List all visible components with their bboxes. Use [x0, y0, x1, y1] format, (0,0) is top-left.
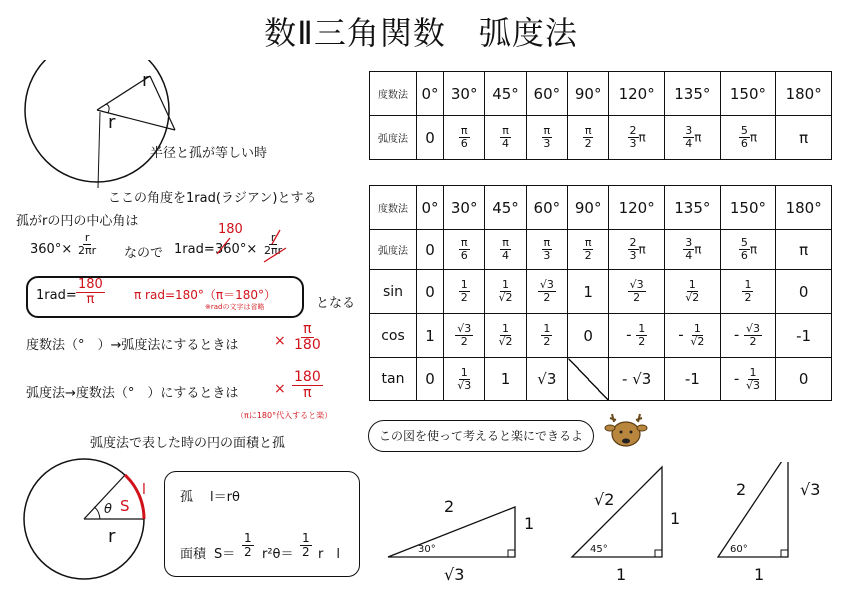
radian-cell: $\frac{5}{6}$ π: [720, 116, 776, 160]
radian-cell: π: [776, 116, 832, 160]
conversion-table: [369, 71, 832, 160]
half-fraction-2: $\frac{1}{2}$: [302, 531, 310, 559]
eq-fraction-1: $\frac{r}{2\pi r}$: [78, 231, 97, 257]
degree-cell: 180°: [776, 72, 832, 116]
half-fraction-1: $\frac{1}{2}$: [244, 531, 252, 559]
cos-value-cell: 1: [417, 314, 444, 358]
fraction: $\frac{2}{3}$: [629, 236, 637, 262]
tri60-opp: √3: [800, 480, 821, 499]
radian-cell: $\frac{2}{3}$ π: [609, 116, 665, 160]
radian-cell: [444, 116, 485, 160]
radian-cell: π: [776, 230, 832, 270]
fraction: $\frac{1}{2}$: [460, 278, 468, 304]
sin-value-cell: [444, 270, 485, 314]
radian-cell: $\frac{3}{4}$ π: [664, 116, 720, 160]
row-label-degree: 度数法: [370, 186, 417, 230]
eq-fraction-2: $\frac{r}{2\pi r}$: [264, 231, 283, 257]
degree-cell: 150°: [720, 186, 776, 230]
arc-equation: l＝rθ: [210, 490, 240, 505]
fraction: $\frac{√3}{2}$: [457, 322, 472, 348]
r2-theta: r²θ＝: [262, 547, 294, 562]
radian-definition: ここの角度を1rad(ラジアン)とする: [108, 191, 317, 206]
result-1rad: 1rad=: [36, 288, 77, 303]
radian-cell: [568, 230, 609, 270]
sector-circle-diagram: [10, 455, 170, 595]
tan-value-cell: - √3: [609, 358, 665, 401]
radian-cell: $\frac{5}{6}$ π: [720, 230, 776, 270]
radius-r-label: r: [108, 526, 116, 547]
fraction: $\frac{\pi}{6}$: [460, 124, 468, 150]
tri30-opp: 1: [524, 514, 535, 533]
tri60-hyp: 2: [736, 480, 747, 499]
fraction: $\frac{√3}{2}$: [539, 278, 554, 304]
tri30-hyp: 2: [444, 497, 455, 516]
degree-cell: 135°: [664, 186, 720, 230]
fraction: $\frac{3}{4}$: [685, 124, 693, 150]
result-tail: となる: [316, 296, 356, 311]
fraction: $\frac{1}{√2}$: [685, 278, 700, 304]
fraction: $\frac{\pi}{3}$: [543, 236, 551, 262]
fraction: $\frac{5}{6}$: [740, 124, 748, 150]
radian-cell: 0: [417, 116, 444, 160]
cos-value-cell: [664, 314, 720, 358]
cos-value-cell: [720, 314, 776, 358]
eq-180-over: 180: [218, 222, 243, 237]
tri45-adj: 1: [616, 565, 627, 584]
tri60-adj: 1: [754, 565, 765, 584]
radian-cell: [526, 230, 567, 270]
degree-cell: 30°: [444, 186, 485, 230]
sin-value-cell: 0: [417, 270, 444, 314]
degree-cell: 45°: [485, 72, 526, 116]
result-pi-rad: π rad=180°（π＝180°）: [134, 288, 277, 302]
degree-cell: 135°: [664, 72, 720, 116]
fraction: $\frac{1}{2}$: [638, 322, 646, 348]
row-label-radian: 弧度法: [370, 230, 417, 270]
sin-value-cell: [720, 270, 776, 314]
equal-arc-caption: 半径と孤が等しい時: [150, 146, 268, 161]
strike-mark: [212, 236, 242, 256]
sin-value-cell: 1: [568, 270, 609, 314]
rad-to-deg-fraction: $\frac{180}{\pi}$: [294, 369, 321, 401]
degree-cell: 45°: [485, 186, 526, 230]
rad-to-deg-note: （πに180°代入すると楽）: [236, 411, 333, 420]
tri45-opp: 1: [670, 509, 681, 528]
fraction: $\frac{\pi}{4}$: [502, 236, 510, 262]
tri30-adj: √3: [444, 565, 465, 584]
radian-cell: [526, 116, 567, 160]
page-title: 数Ⅱ三角関数 弧度法: [264, 14, 578, 52]
sin-value-cell: [664, 270, 720, 314]
minus-sign: -: [678, 326, 689, 344]
sector-s-label: S: [120, 497, 130, 515]
cos-value-cell: [526, 314, 567, 358]
degree-cell: 120°: [609, 72, 665, 116]
sin-value-cell: [485, 270, 526, 314]
radian-circle-diagram: [10, 60, 200, 190]
area-heading: 弧度法で表した時の円の面積と孤: [90, 436, 286, 451]
r-l: r l: [318, 547, 340, 562]
derivation-intro: 孤がrの円の中心角は: [16, 214, 139, 229]
tan-value-cell: 0: [776, 358, 832, 401]
fraction: $\frac{\pi}{3}$: [543, 124, 551, 150]
fraction: $\frac{\pi}{2}$: [584, 236, 592, 262]
tan-value-cell: [720, 358, 776, 401]
radian-cell: [444, 230, 485, 270]
fraction: $\frac{2}{3}$: [629, 124, 637, 150]
radian-cell: $\frac{3}{4}$ π: [664, 230, 720, 270]
radian-cell: 0: [417, 230, 444, 270]
degree-cell: 0°: [417, 186, 444, 230]
degree-cell: 150°: [720, 72, 776, 116]
degree-cell: 90°: [568, 72, 609, 116]
radius-label-inner: r: [108, 112, 116, 133]
arc-label: 孤: [180, 490, 194, 505]
eq-1rad: 1rad=: [174, 242, 215, 257]
radian-cell: $\frac{2}{3}$ π: [609, 230, 665, 270]
fraction: $\frac{√3}{2}$: [629, 278, 644, 304]
minus-sign: -: [733, 326, 745, 344]
tan-value-cell: 1: [485, 358, 526, 401]
cos-value-cell: -1: [776, 314, 832, 358]
degree-cell: 120°: [609, 186, 665, 230]
fraction: $\frac{1}{√3}$: [457, 365, 472, 392]
fraction: $\frac{1}{√2}$: [498, 322, 513, 348]
fraction: $\frac{1}{2}$: [543, 322, 551, 348]
cos-value-cell: [609, 314, 665, 358]
sin-value-cell: 0: [776, 270, 832, 314]
degree-cell: 30°: [444, 72, 485, 116]
area-s: S＝: [214, 547, 236, 562]
fraction: $\frac{\pi}{4}$: [502, 124, 510, 150]
sin-value-cell: [609, 270, 665, 314]
fraction: $\frac{√3}{2}$: [746, 322, 761, 348]
sin-value-cell: [526, 270, 567, 314]
cos-value-cell: 0: [568, 314, 609, 358]
eq-360: 360°×: [30, 242, 73, 257]
result-note: ※radの文字は省略: [205, 303, 265, 311]
theta-label: θ: [104, 502, 112, 517]
tan-value-cell: -1: [664, 358, 720, 401]
trig-value-table: [369, 185, 832, 401]
fraction: $\frac{5}{6}$: [740, 236, 748, 262]
area-label: 面積: [180, 547, 207, 562]
radian-cell: [485, 230, 526, 270]
arc-l-label: l: [142, 482, 146, 498]
tan-value-cell: [444, 358, 485, 401]
fraction: $\frac{1}{√2}$: [498, 278, 513, 304]
tan-value-cell: [568, 358, 609, 401]
deer-icon: [604, 410, 648, 450]
row-label-tan: tan: [370, 358, 417, 401]
minus-sign: -: [733, 369, 745, 388]
radian-cell: [568, 116, 609, 160]
deg-to-rad-op: ×: [274, 333, 286, 349]
fraction: $\frac{\pi}{6}$: [460, 236, 468, 262]
radius-label-outer: r: [142, 70, 150, 91]
degree-cell: 60°: [526, 72, 567, 116]
rad-to-deg-label: 弧度法→度数法（° ）にするときは: [26, 386, 239, 401]
degree-cell: 0°: [417, 72, 444, 116]
row-label-radian: 弧度法: [370, 116, 417, 160]
tri45-angle: 45°: [590, 544, 608, 555]
cos-value-cell: [485, 314, 526, 358]
fraction: $\frac{1}{2}$: [744, 278, 752, 304]
row-label-sin: sin: [370, 270, 417, 314]
tri45-hyp: √2: [594, 490, 615, 509]
degree-cell: 60°: [526, 186, 567, 230]
result-fraction: $\frac{180}{\pi}$: [78, 277, 103, 307]
tan-value-cell: √3: [526, 358, 567, 401]
fraction: $\frac{3}{4}$: [685, 236, 693, 262]
nanode-text: なので: [124, 246, 164, 261]
degree-cell: 180°: [776, 186, 832, 230]
cancel-marks: [258, 226, 298, 266]
tri60-angle: 60°: [730, 544, 748, 555]
deg-to-rad-fraction: $\frac{\pi}{180}$: [294, 321, 321, 353]
cos-value-cell: [444, 314, 485, 358]
minus-sign: -: [626, 326, 637, 344]
tri30-angle: 30°: [418, 544, 436, 555]
hint-bubble: この図を使って考えると楽にできるよ: [368, 420, 594, 452]
row-label-cos: cos: [370, 314, 417, 358]
row-label-degree: 度数法: [370, 72, 417, 116]
degree-cell: 90°: [568, 186, 609, 230]
fraction: $\frac{\pi}{2}$: [584, 124, 592, 150]
deg-to-rad-label: 度数法（° ）→弧度法にするときは: [26, 338, 239, 353]
fraction: $\frac{1}{√3}$: [746, 365, 761, 392]
eq-360-crossed: 360°×: [215, 242, 258, 257]
tan-value-cell: 0: [417, 358, 444, 401]
radian-cell: [485, 116, 526, 160]
fraction: $\frac{1}{√2}$: [690, 322, 705, 348]
rad-to-deg-op: ×: [274, 381, 286, 397]
